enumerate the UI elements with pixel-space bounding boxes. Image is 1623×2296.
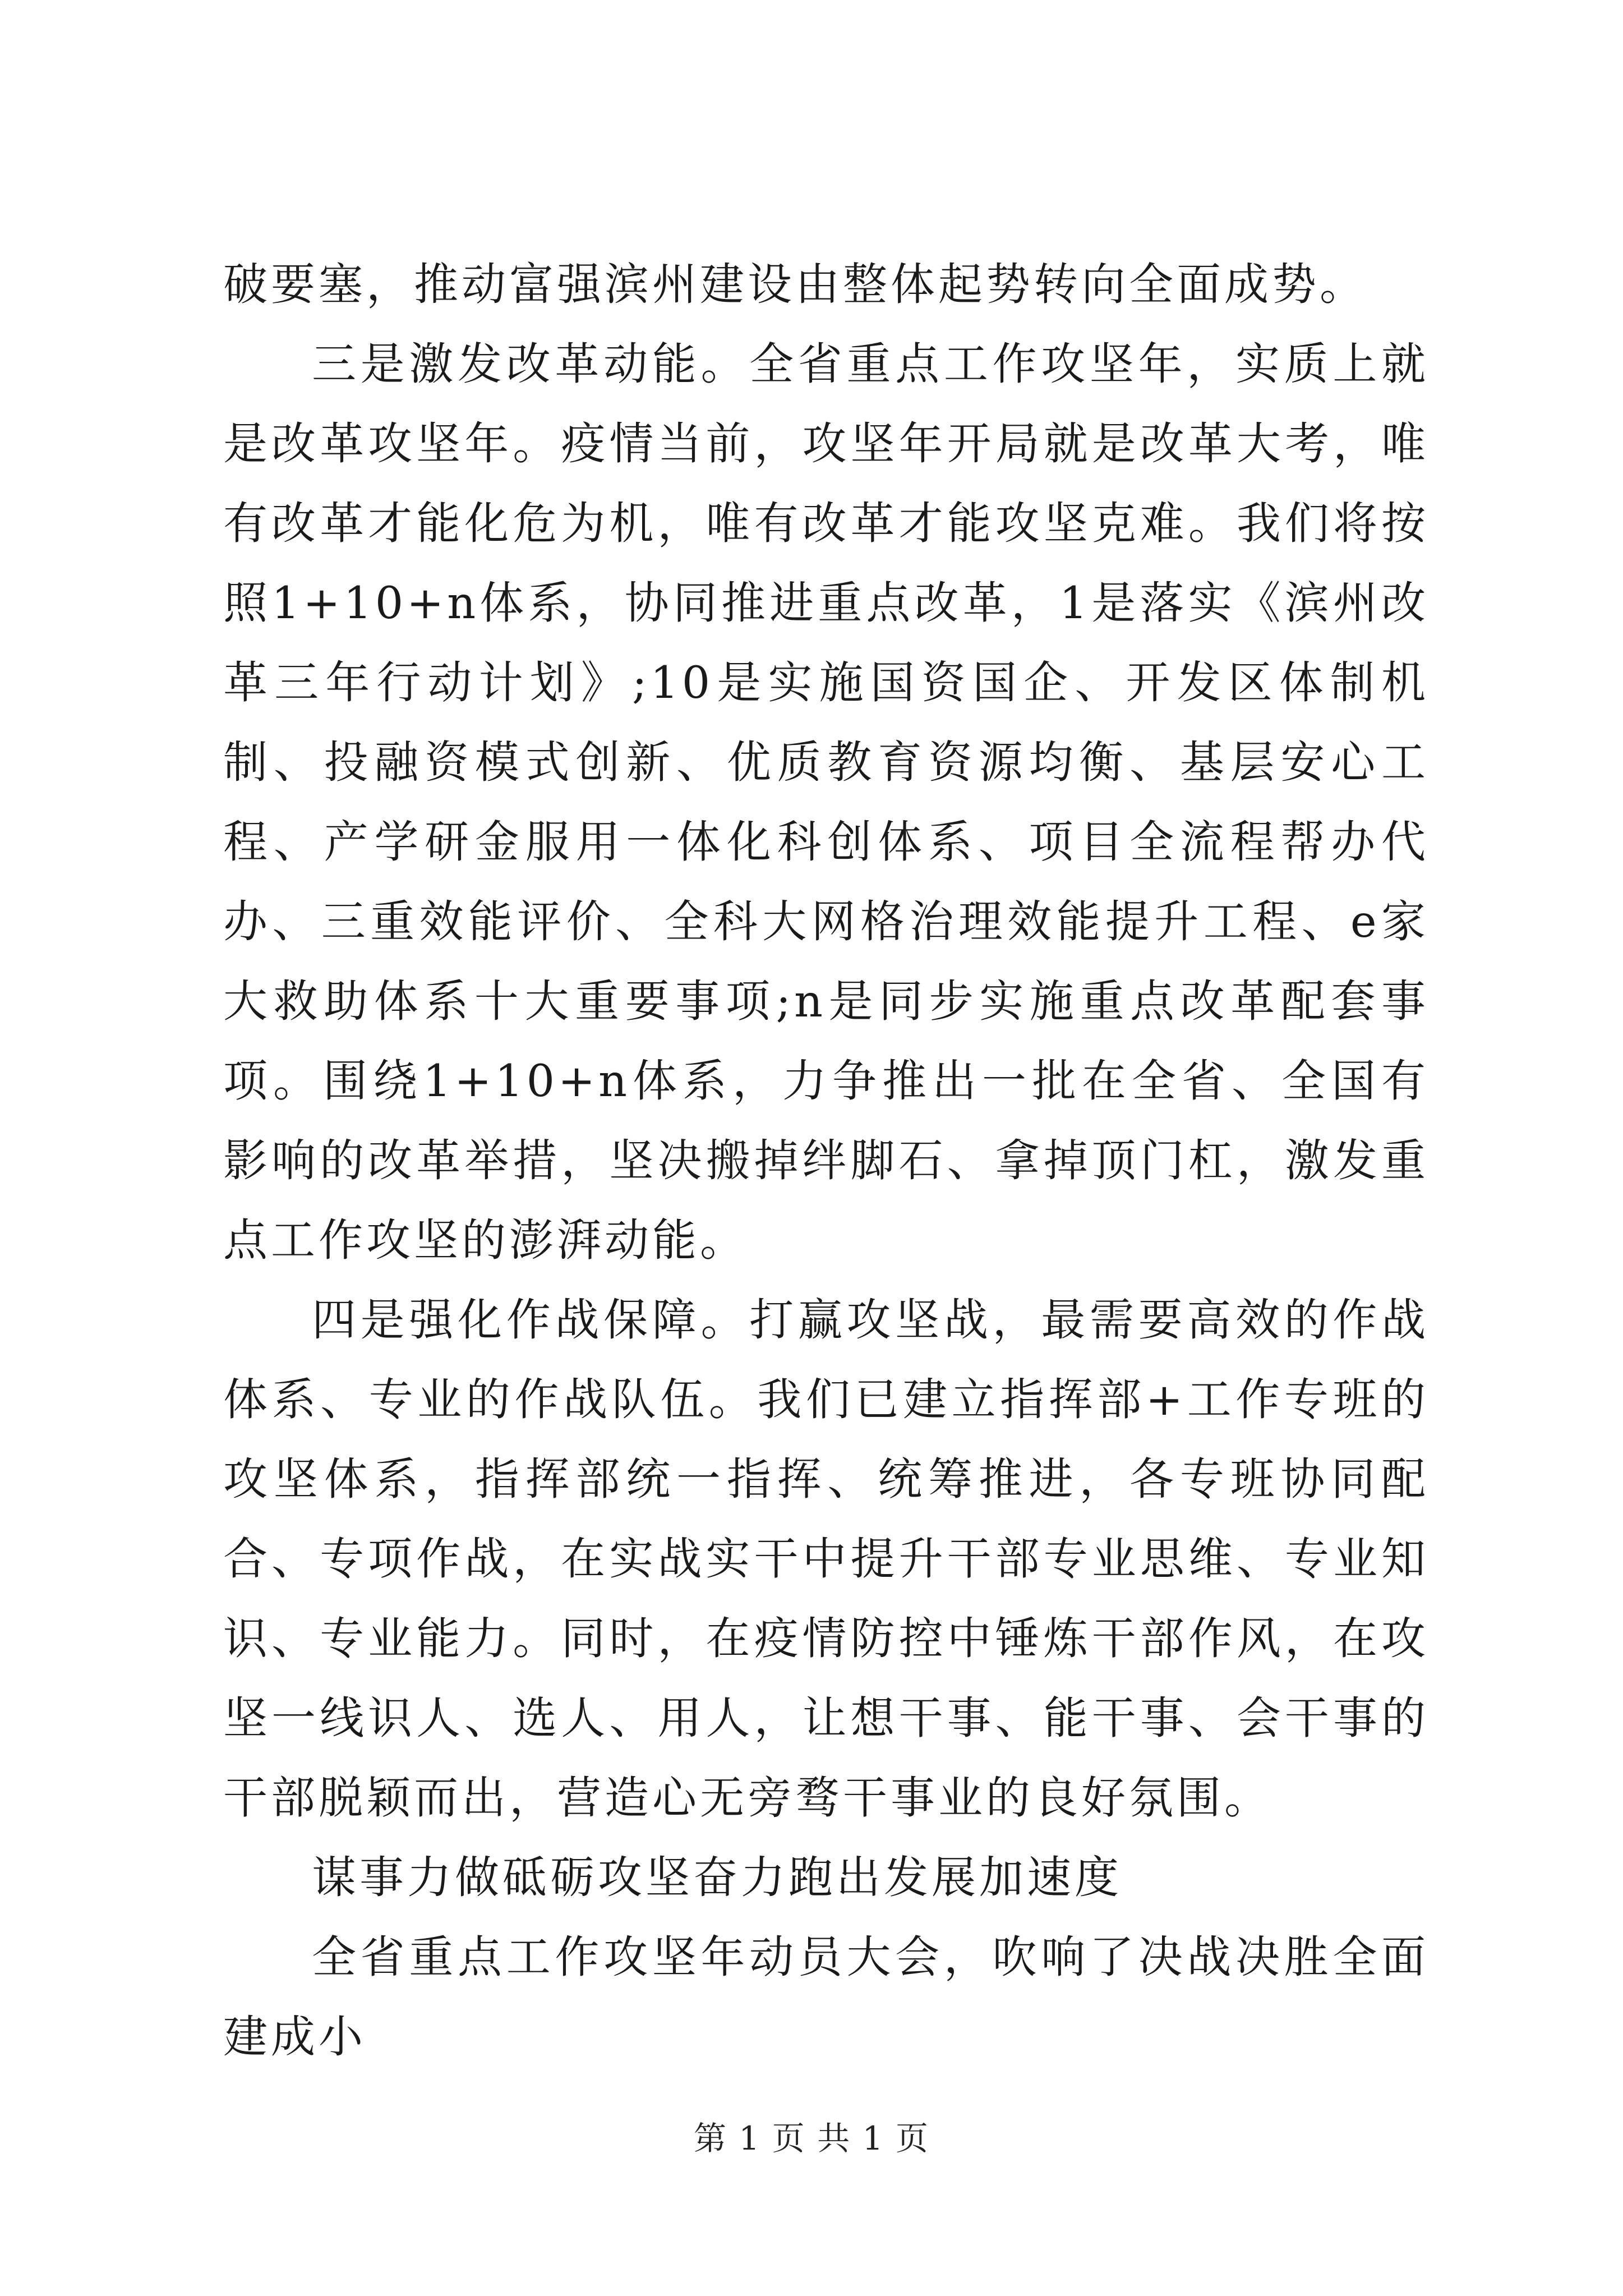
paragraph-3: 四是强化作战保障。打赢攻坚战，最需要高效的作战体系、专业的作战队伍。我们已建立指挥部+工作专班的攻坚体系，指挥部统一指挥、统筹推进，各专班协同配合、专项作战，在实战实干中提升干部专业思维、专业知识、专业能力。同时，在疫情防控中锤炼干部作风，在攻坚一线识人、选人、用人，让想干事、能干事、会干事的干部脱颖而出，营造心无旁骛干事业的良好氛围。	[223, 1294, 1429, 1824]
page-footer: 第 1 页 共 1 页	[694, 2119, 929, 2157]
document-body	[223, 245, 1429, 2077]
paragraph-2: 三是激发改革动能。全省重点工作攻坚年，实质上就是改革攻坚年。疫情当前，攻坚年开局就是改革大考，唯有改革才能化危为机，唯有改革才能攻坚克难。我们将按照1+10+n体系，协同推进重点改革，1是落实《滨州改革三年行动计划》;10是实施国资国企、开发区体制机制、投融资模式创新、优质教育资源均衡、基层安心工程、产学研金服用一体化科创体系、项目全流程帮办代办、三重效能评价、全科大网格治理效能提升工程、e家大救助体系十大重要事项;n是同步实施重点改革配套事项。围绕1+10+n体系，力争推出一批在全省、全国有影响的改革举措，坚决搬掉绊脚石、拿掉顶门杠，激发重点工作攻坚的澎湃动能。	[223, 338, 1429, 1266]
section-heading: 谋事力做砥砺攻坚奋力跑出发展加速度	[312, 1852, 1122, 1903]
paragraph-1: 破要塞，推动富强滨州建设由整体起势转向全面成势。	[223, 259, 1367, 310]
paragraph-5: 全省重点工作攻坚年动员大会，吹响了决战决胜全面建成小	[223, 1931, 1429, 2063]
